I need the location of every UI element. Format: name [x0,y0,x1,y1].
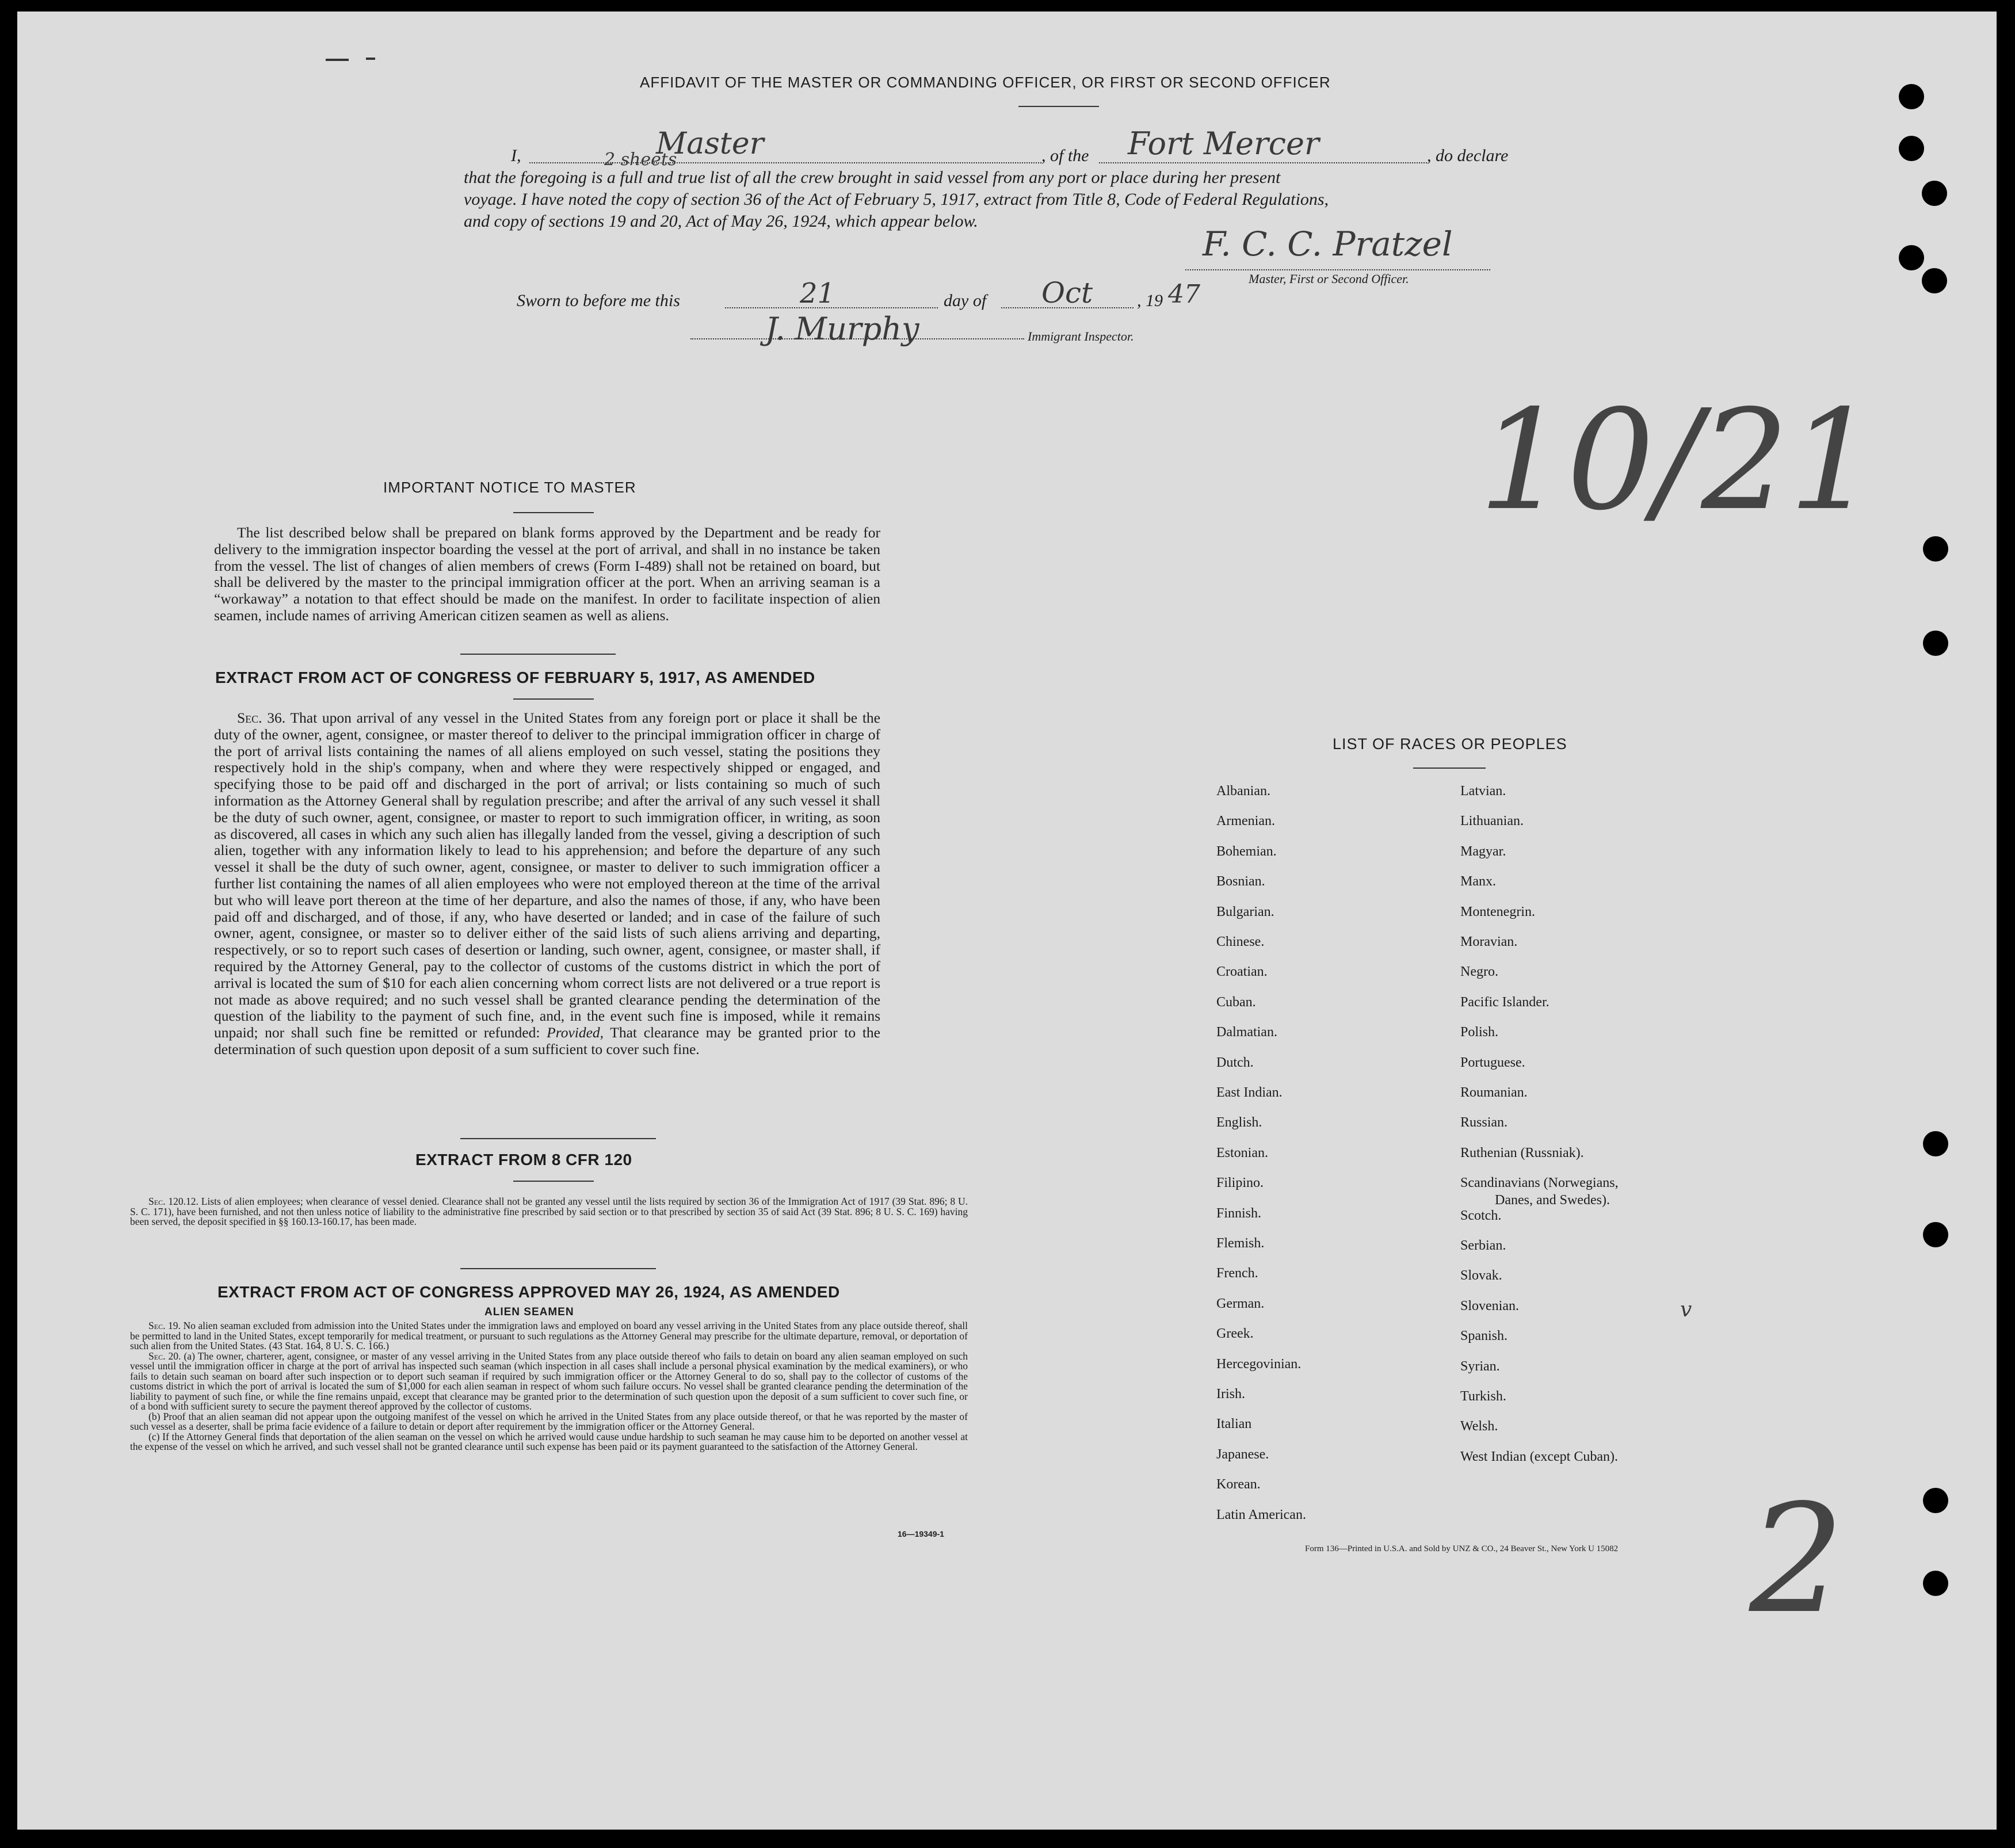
inspector-signature: J. Murphy [765,311,919,347]
cfr-sec-label: Sec. 120.12. [148,1196,199,1207]
race-item: Italian [1216,1416,1252,1432]
race-item: Albanian. [1216,784,1270,799]
corner-mark [366,58,375,60]
race-item: Ruthenian (Russniak). [1460,1145,1584,1160]
race-item: Lithuanian. [1460,814,1524,829]
sworn-year: 47 [1168,280,1200,309]
binder-hole [1923,1488,1948,1513]
binder-hole [1922,268,1947,293]
race-item: Moravian. [1460,934,1518,949]
race-item: Flemish. [1216,1236,1265,1251]
race-item: Polish. [1460,1025,1499,1040]
day-of-text: day of [944,291,987,310]
extract-1924-body [130,1321,968,1452]
cfr-text: Lists of alien employees; when clearance of vessel denied. Clearance shall not be granted any vessel until the lists required by section 36 of the Immigration Act of 1917 (39 Stat. 896; 8 U. S. C. 171), have been furnished, and not then unless notice of liability to the administrative fine prescribed by said section or to that prescribed by section 35 of said Act (39 Stat. 896; 8 U. S. C. 169) having been served, the deposit specified in §§ 160.13-160.17, has been made. [130,1196,968,1227]
officer-caption: Master, First or Second Officer. [1249,272,1409,286]
race-item: French. [1216,1266,1258,1281]
race-item: Cuban. [1216,994,1256,1010]
extract-1917-text: That upon arrival of any vessel in the United States from any foreign port or place it shall be the duty of the owner, agent, consignee, or master thereof to deliver to the principal immigration officer in charge of the port of arrival lists containing the names of all aliens employed on such vessel, stating the positions they respectively hold in the ship's company, when and where they were respectively shipped or engaged, and specifying those to be paid off and discharged in the port of arrival; or lists containing so much of such information as the Attorney General shall by regulation prescribe; and after the arrival of any such vessel it shall be the duty of such owner, agent, consignee, or master to report to such immigration officer, in writing, as soon as discovered, all cases in which any such alien has illegally landed from the vessel, giving a description of such alien, together with any information likely to lead to his apprehension; and before the departure of any such vessel it shall be the duty of such owner, agent, consignee, or master to deliver to such immigration officer a further list containing the names of all alien employees who were not employed thereon at the time of the arrival but who will leave port thereon at the time of her departure, and also the names of those, if any, who have been paid off and discharged, and of those, if any, who have deserted or landed; and in case of the failure of such owner, agent, consignee, or master so to deliver either of the said lists of such aliens arriving and departing, respectively, or so to report such cases of desertion or landing, such owner, agent, consignee, or master shall, if required by the Attorney General, pay to the collector of customs of the customs district in which the port of arrival is located the sum of $10 for each alien concerning whom correct lists are not delivered or a true report is not made as above required; and no such vessel shall be granted clearance pending the determination of the question of the liability to the payment of such fine, and, in the event such fine is imposed, while it remains unpaid; nor shall such fine be remitted or refunded: [214,709,880,1041]
race-item: Magyar. [1460,843,1506,859]
affidavit-of-the: , of the [1041,146,1089,165]
cfr-body [130,1197,968,1227]
binder-hole [1922,181,1947,206]
race-item: East Indian. [1216,1085,1283,1100]
binder-hole [1923,631,1948,656]
provided-italic: Provided, [547,1024,604,1041]
inspector-caption: Immigrant Inspector. [1028,329,1134,343]
binder-hole [1899,245,1924,270]
cfr-underline [513,1181,594,1182]
race-item: Negro. [1460,964,1498,980]
extract-1917-underline [513,698,594,700]
race-item: Greek. [1216,1326,1254,1342]
affidavit-line3: voyage. I have noted the copy of section 36 of the Act of February 5, 1917, extract from Title 8, Code of Federal Regulations, [464,190,1329,209]
extract-1917-end: That clearance may be granted prior to the determination of such question upon deposit of a sum sufficient to cover such fine. [214,1024,880,1057]
sworn-day: 21 [800,277,835,310]
cfr-end-rule [460,1268,656,1269]
sec20c-text: (c) If the Attorney General finds that deportation of the alien seaman on the vessel on which he arrived would cause undue hardship to such seaman he may cause him to be deported on another vessel at the expense of the vessel on which he arrived, and such vessel shall not be granted clearance until such expense has been paid or its payment guaranteed to the satisfaction of the Attorney General. [130,1430,968,1452]
race-item: Dalmatian. [1216,1025,1277,1040]
master-name-handwritten: Master [656,127,764,161]
race-item: Scotch. [1460,1208,1502,1223]
extract-1917-title: EXTRACT FROM ACT OF CONGRESS OF FEBRUARY 5, 1917, AS AMENDED [215,669,815,686]
affidavit-line2: that the foregoing is a full and true list of all the crew brought in said vessel from any port or place during her present [464,168,1281,187]
large-handwritten-note: 10/21 [1479,380,1877,541]
race-item: Portuguese. [1460,1055,1525,1070]
sec19-text: No alien seaman excluded from admission into the United States under the immigration laws and employed on board any vessel arriving in the United States from any place outside thereof, shall be permitted to land in the United States, except temporarily for medical treatment, or pursuant to such regulations as the Attorney General may prescribe for the ultimate departure, removal, or deportation of such alien from the United States. (43 Stat. 164, 8 U. S. C. 166.) [130,1320,968,1351]
race-item: Pacific Islander. [1460,994,1550,1010]
race-item: Turkish. [1460,1389,1506,1404]
notice-end-rule [460,654,616,655]
race-item: Finnish. [1216,1205,1262,1221]
vessel-name-field [1099,162,1427,163]
race-item: Manx. [1460,874,1496,889]
races-title: LIST OF RACES OR PEOPLES [1333,735,1567,753]
race-item: Bulgarian. [1216,904,1274,919]
binder-hole [1899,84,1924,109]
extract-1917-sec-label: Sec. 36. [237,709,286,726]
sec20a-text: (a) The owner, charterer, agent, consignee, or master of any vessel arriving in the United States from any place outside thereof who fails to detain on board any alien seaman employed on such vessel until the immigration officer in charge at the port of arrival has inspected such seaman (which inspection in all cases shall include a personal physical examination by the medical examiners), or who fails to detain such seaman on board after such inspection or to deport such seaman if required by such immigration officer or the Attorney General to do so, shall pay to the collector of customs of the customs district in which the port of arrival is located the sum of $1,000 for each alien seaman in respect of whom such failure occurs. No vessel shall be granted clearance pending the determination of the liability to payment of such fine, or while the fine remains unpaid, except that clearance may be granted prior to the determination of such question upon the deposit of a sum sufficient to cover such fine, or of a bond with sufficient surety to secure the payment thereof approved by the collector of customs. [130,1350,968,1412]
affidavit-declare: , do declare [1427,146,1509,165]
binder-hole [1923,1222,1948,1247]
race-item: Japanese. [1216,1446,1269,1462]
race-item: Danes, and Swedes). [1495,1193,1610,1208]
binder-hole [1899,136,1924,161]
race-item: Bohemian. [1216,843,1277,859]
tick-mark: v [1680,1298,1692,1322]
race-item: Hercegovinian. [1216,1356,1302,1372]
races-title-underline [1413,768,1486,769]
affidavit-line4: and copy of sections 19 and 20, Act of May 26, 1924, which appear below. [464,212,978,231]
binder-hole [1923,1571,1948,1596]
race-item: Korean. [1216,1477,1261,1492]
race-item: English. [1216,1115,1262,1131]
page-number-handwritten: 2 [1749,1473,1845,1647]
affidavit-title: AFFIDAVIT OF THE MASTER OR COMMANDING OFFICER, OR FIRST OR SECOND OFFICER [640,74,1331,91]
notice-title: IMPORTANT NOTICE TO MASTER [383,479,636,496]
race-item: Scandinavians (Norwegians, [1460,1175,1619,1191]
document-page [17,12,1997,1830]
race-item: Croatian. [1216,964,1268,980]
race-item: Serbian. [1460,1238,1506,1253]
race-item: Montenegrin. [1460,904,1535,919]
extract-1917-end-rule [460,1138,656,1139]
affidavit-line1-i: I, [511,146,521,165]
race-item: Welsh. [1460,1419,1498,1434]
binder-hole [1923,1131,1948,1156]
extract-1917-body [214,710,880,1058]
sec19-label: Sec. 19. [148,1320,181,1331]
race-item: Estonian. [1216,1145,1268,1160]
title-underline [1018,106,1099,107]
officer-signature-line [1185,269,1490,270]
race-item: Armenian. [1216,814,1275,829]
race-item: Syrian. [1460,1358,1500,1374]
notice-body: The list described below shall be prepared on blank forms approved by the Department and be ready for delivery to the immigration inspector boarding the vessel at the port of arrival, and shall in no instance be taken from the vessel. The list of changes of alien members of crews (Form I-489) shall not be retained on board, but shall be delivered by the master to the principal immigration officer at the port. When an arriving seaman is a “workaway” a notation to that effect should be made on the manifest. In order to facilitate inspection of alien seamen, include names of arriving American citizen seamen as well as aliens. [214,524,880,624]
race-item: German. [1216,1296,1265,1311]
race-item: Filipino. [1216,1175,1264,1191]
alien-seamen-subtitle: ALIEN SEAMEN [484,1306,574,1318]
binder-hole [1923,536,1948,562]
race-item: Latvian. [1460,784,1506,799]
sec20b-text: (b) Proof that an alien seaman did not appear upon the outgoing manifest of the vessel on which he arrived in the United States from any place outside thereof, or that he was reported by the master of such vessel as a deserter, shall be prima facie evidence of a failure to detain or deport after requirement by the immigration officer or the Attorney General. [130,1410,968,1432]
race-item: Chinese. [1216,934,1265,949]
race-item: Slovak. [1460,1268,1502,1284]
race-item: Roumanian. [1460,1085,1528,1100]
year-prefix: , 19 [1137,291,1163,310]
printer-line: Form 136—Printed in U.S.A. and Sold by UNZ & CO., 24 Beaver St., New York U 15082 [1305,1544,1619,1553]
race-item: Irish. [1216,1387,1245,1402]
sworn-text: Sworn to before me this [517,291,680,310]
form-code: 16—19349-1 [898,1529,944,1538]
corner-mark [326,59,349,61]
race-item: Dutch. [1216,1055,1254,1070]
race-item: Latin American. [1216,1507,1306,1522]
notice-title-underline [513,512,594,513]
race-item: West Indian (except Cuban). [1460,1449,1618,1464]
race-item: Bosnian. [1216,874,1265,889]
cfr-title: EXTRACT FROM 8 CFR 120 [415,1151,632,1169]
officer-signature: F. C. C. Pratzel [1203,224,1453,264]
extract-1924-title: EXTRACT FROM ACT OF CONGRESS APPROVED MAY 26, 1924, AS AMENDED [217,1283,840,1301]
race-item: Russian. [1460,1115,1508,1131]
sworn-month: Oct [1041,276,1093,310]
sec20-label: Sec. 20. [148,1350,181,1362]
race-item: Spanish. [1460,1328,1508,1344]
interlined-sheets: 2 sheets [604,150,677,170]
vessel-name-handwritten: Fort Mercer [1128,125,1319,162]
race-item: Slovenian. [1460,1298,1519,1314]
